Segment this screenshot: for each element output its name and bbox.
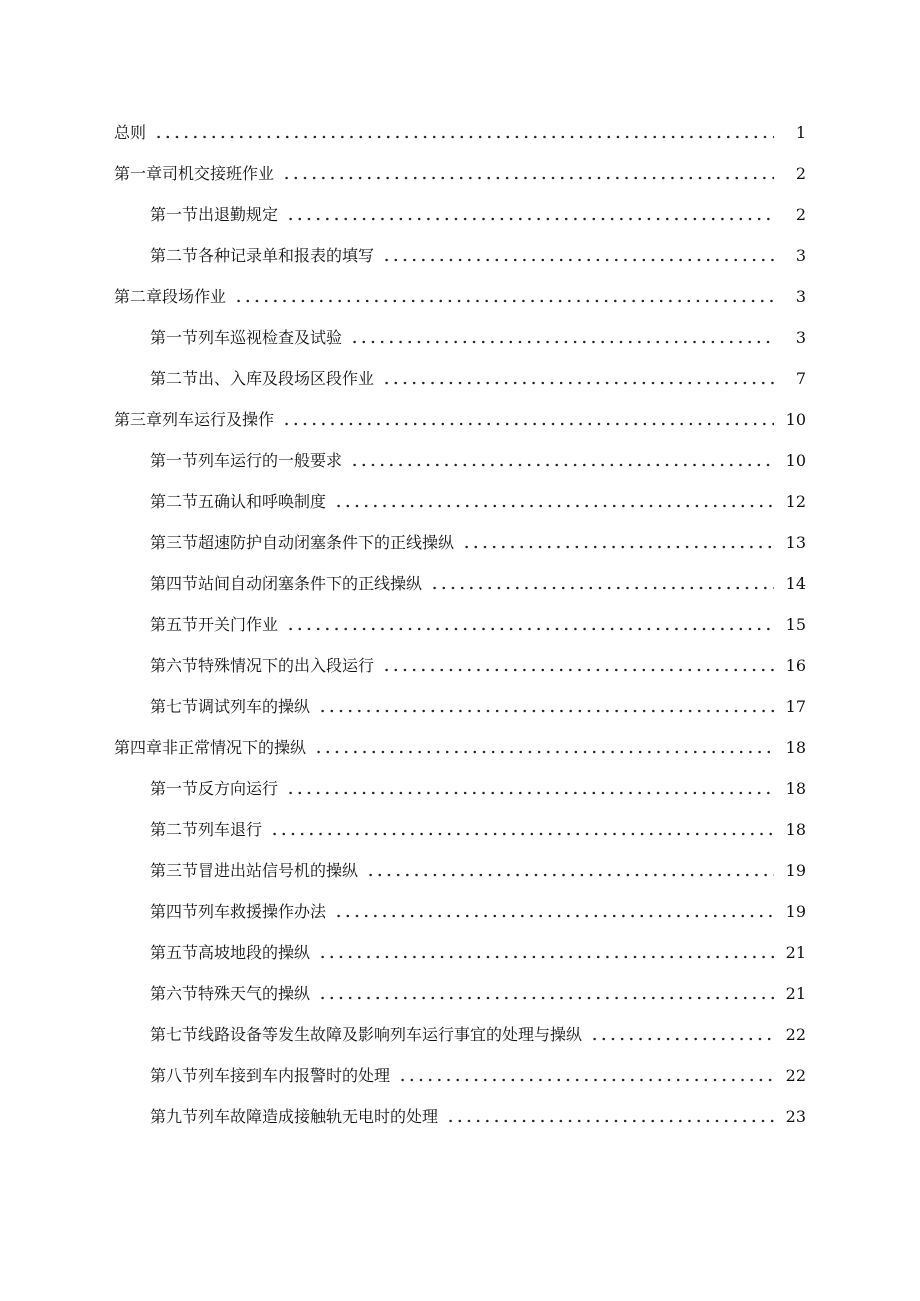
toc-entry-title: 第一节出退勤规定 [150,205,279,224]
toc-entry[interactable] [0,317,920,358]
toc-entry-page: 7 [795,369,806,388]
toc-entry-title: 第三章列车运行及操作 [114,410,275,429]
toc-entry[interactable] [0,358,920,399]
toc-entry-title: 第六节特殊情况下的出入段运行 [150,656,375,675]
toc-entry[interactable] [0,727,920,768]
toc-leader-dots [462,539,774,555]
toc-leader-dots [382,375,774,391]
toc-entry[interactable] [0,194,920,235]
toc-entry-title: 总则 [114,123,147,142]
toc-entry[interactable] [0,112,920,153]
toc-entry-page: 22 [785,1066,806,1085]
toc-entry-page: 14 [785,574,806,593]
toc-entry[interactable] [0,522,920,563]
toc-entry-title: 第二节出、入库及段场区段作业 [150,369,375,388]
toc-entry-title: 第七节调试列车的操纵 [150,697,311,716]
toc-leader-dots [282,416,774,432]
toc-leader-dots [318,990,774,1006]
toc-entry[interactable] [0,973,920,1014]
toc-entry[interactable] [0,891,920,932]
toc-entry-page: 16 [785,656,806,675]
toc-leader-dots [318,949,774,965]
toc-leader-dots [446,1113,774,1129]
toc-entry[interactable] [0,235,920,276]
toc-entry-title: 第二节五确认和呼唤制度 [150,492,327,511]
toc-leader-dots [398,1072,774,1088]
toc-entry-title: 第五节开关门作业 [150,615,279,634]
toc-entry-page: 15 [785,615,806,634]
toc-leader-dots [234,293,774,309]
toc-leader-dots [286,621,774,637]
toc-entry[interactable] [0,850,920,891]
toc-entry-title: 第五节高坡地段的操纵 [150,943,311,962]
toc-leader-dots [334,908,774,924]
toc-leader-dots [314,744,774,760]
toc-entry-page: 18 [785,779,806,798]
toc-leader-dots [382,662,774,678]
toc-entry-page: 21 [785,984,806,1003]
toc-leader-dots [366,867,774,883]
toc-entry-page: 18 [785,738,806,757]
toc-leader-dots [282,170,774,186]
toc-entry[interactable] [0,768,920,809]
toc-entry-page: 19 [785,861,806,880]
toc-entry[interactable] [0,276,920,317]
toc-entry[interactable] [0,153,920,194]
toc-entry-title: 第一节列车巡视检查及试验 [150,328,343,347]
toc-entry[interactable] [0,440,920,481]
toc-leader-dots [286,785,774,801]
toc-entry[interactable] [0,809,920,850]
toc-entry[interactable] [0,1055,920,1096]
toc-entry-page: 13 [785,533,806,552]
toc-entry[interactable] [0,932,920,973]
table-of-contents [0,112,920,1137]
toc-entry-page: 17 [785,697,806,716]
toc-entry-page: 2 [795,205,806,224]
toc-entry-title: 第八节列车接到车内报警时的处理 [150,1066,391,1085]
toc-leader-dots [270,826,774,842]
toc-entry[interactable] [0,481,920,522]
toc-entry-page: 12 [785,492,806,511]
toc-leader-dots [382,252,774,268]
toc-entry-title: 第四节站间自动闭塞条件下的正线操纵 [150,574,423,593]
toc-entry-title: 第二章段场作业 [114,287,227,306]
toc-entry-page: 21 [785,943,806,962]
toc-entry-page: 10 [785,451,806,470]
toc-leader-dots [334,498,774,514]
toc-entry-page: 3 [795,328,806,347]
toc-entry[interactable] [0,1014,920,1055]
toc-entry-title: 第四章非正常情况下的操纵 [114,738,307,757]
toc-entry-page: 18 [785,820,806,839]
toc-leader-dots [350,334,774,350]
toc-entry[interactable] [0,686,920,727]
toc-entry-title: 第七节线路设备等发生故障及影响列车运行事宜的处理与操纵 [150,1025,583,1044]
toc-entry[interactable] [0,1096,920,1137]
toc-entry-page: 10 [785,410,806,429]
toc-leader-dots [430,580,774,596]
toc-entry[interactable] [0,604,920,645]
toc-entry[interactable] [0,563,920,604]
toc-entry-title: 第一章司机交接班作业 [114,164,275,183]
toc-entry-page: 1 [795,123,806,142]
toc-leader-dots [286,211,774,227]
toc-entry[interactable] [0,645,920,686]
toc-entry-title: 第二节各种记录单和报表的填写 [150,246,375,265]
toc-leader-dots [590,1031,774,1047]
toc-entry-title: 第二节列车退行 [150,820,263,839]
toc-entry-title: 第六节特殊天气的操纵 [150,984,311,1003]
toc-leader-dots [318,703,774,719]
toc-entry[interactable] [0,399,920,440]
toc-entry-page: 2 [795,164,806,183]
toc-entry-title: 第三节超速防护自动闭塞条件下的正线操纵 [150,533,455,552]
toc-leader-dots [350,457,774,473]
toc-leader-dots [154,129,774,145]
toc-entry-title: 第一节反方向运行 [150,779,279,798]
toc-entry-page: 19 [785,902,806,921]
toc-entry-page: 3 [795,287,806,306]
toc-entry-page: 23 [785,1107,806,1126]
toc-entry-title: 第一节列车运行的一般要求 [150,451,343,470]
toc-entry-page: 22 [785,1025,806,1044]
toc-entry-title: 第四节列车救援操作办法 [150,902,327,921]
toc-entry-page: 3 [795,246,806,265]
toc-entry-title: 第九节列车故障造成接触轨无电时的处理 [150,1107,439,1126]
toc-entry-title: 第三节冒进出站信号机的操纵 [150,861,359,880]
